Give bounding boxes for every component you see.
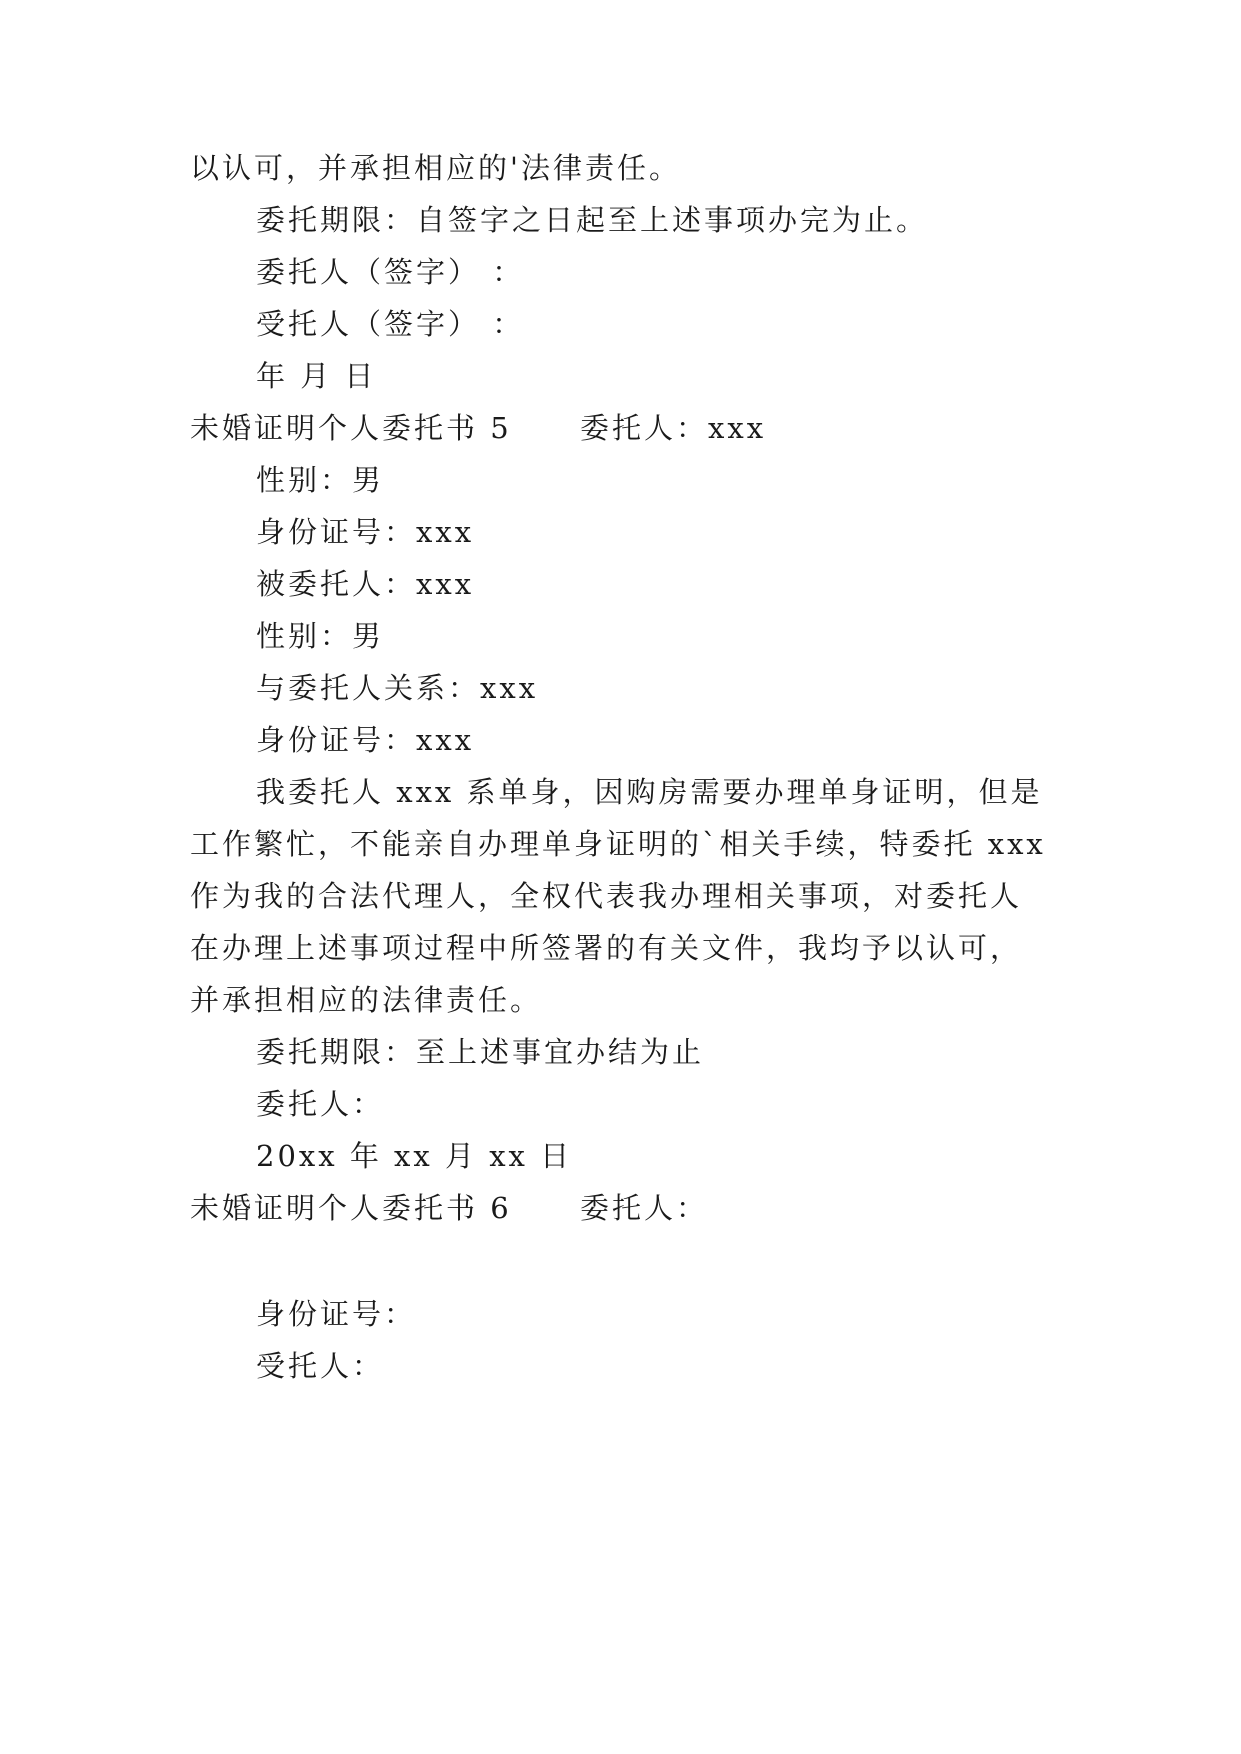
text-line: 受托人（签字） ： — [256, 307, 525, 341]
date-line: 20xx 年 xx 月 xx 日 — [256, 1139, 573, 1173]
text-line: 委托期限：自签字之日起至上述事项办完为止。 — [256, 203, 929, 237]
text-line: 性别：男 — [256, 619, 385, 653]
paragraph-line: 工作繁忙，不能亲自办理单身证明的`相关手续，特委托 xxx — [190, 827, 1046, 861]
text-line: 委托人： — [256, 1087, 385, 1121]
paragraph-line: 在办理上述事项过程中所签署的有关文件，我均予以认可， — [190, 931, 1023, 965]
text-line: 身份证号： — [256, 1297, 417, 1331]
text-line: 身份证号：xxx — [256, 723, 475, 757]
text-line: 身份证号：xxx — [256, 515, 475, 549]
text-line: 以认可，并承担相应的'法律责任。 — [190, 151, 681, 185]
text-line: 年 月 日 — [256, 359, 377, 393]
text-line: 被委托人：xxx — [256, 567, 475, 601]
text-line: 委托人： — [580, 1191, 709, 1225]
text-line: 委托期限：至上述事宜办结为止 — [256, 1035, 705, 1069]
text-line: 委托人（签字） ： — [256, 255, 525, 289]
text-line: 性别：男 — [256, 463, 385, 497]
paragraph-line: 并承担相应的法律责任。 — [190, 983, 543, 1017]
text-line: 受托人： — [256, 1349, 385, 1383]
text-line: 与委托人关系：xxx — [256, 671, 539, 705]
section-heading: 未婚证明个人委托书 5 — [190, 411, 512, 445]
paragraph-line: 我委托人 xxx 系单身，因购房需要办理单身证明，但是 — [256, 775, 1043, 809]
section-heading: 未婚证明个人委托书 6 — [190, 1191, 512, 1225]
text-line: 委托人：xxx — [580, 411, 767, 445]
paragraph-line: 作为我的合法代理人，全权代表我办理相关事项，对委托人 — [190, 879, 1023, 913]
